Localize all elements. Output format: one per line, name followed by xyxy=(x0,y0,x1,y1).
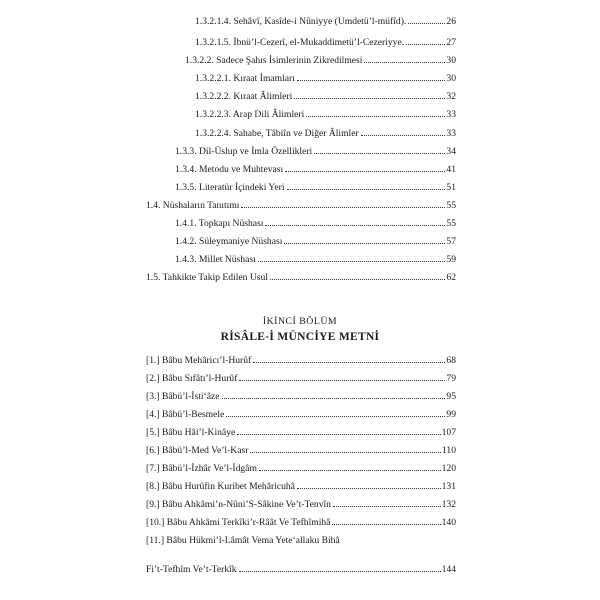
toc-entry-page: 57 xyxy=(446,236,456,247)
toc-entry-page: 30 xyxy=(446,73,456,84)
toc-entry-title: [7.] Bâbü’l-İzhâr Ve’l-İdgâm xyxy=(146,463,257,474)
toc-entry-page: 33 xyxy=(446,128,456,139)
dot-leader xyxy=(237,433,440,435)
toc-entry-title: 1.4.1. Topkapı Nüshası xyxy=(175,218,264,229)
toc-entry[interactable] xyxy=(175,182,456,194)
toc-entry-title: [4.] Bâbü’l-Besmele xyxy=(146,409,225,420)
dot-leader xyxy=(241,206,445,208)
dot-leader xyxy=(408,22,445,24)
toc-entry-page: 120 xyxy=(441,463,456,474)
toc-entry[interactable] xyxy=(175,218,456,230)
toc-entry[interactable] xyxy=(146,200,456,212)
dot-leader xyxy=(332,523,440,525)
toc-entry[interactable] xyxy=(146,564,456,576)
toc-entry-title: 1.3.4. Metodu ve Muhtevası xyxy=(175,164,284,175)
dot-leader xyxy=(285,170,445,172)
toc-entry[interactable] xyxy=(195,109,456,121)
toc-entry[interactable] xyxy=(175,236,456,248)
toc-entry-page: 62 xyxy=(446,272,456,283)
toc-entry-title: [6.] Bâbü’l-Med Ve’l-Kasr xyxy=(146,445,249,456)
dot-leader xyxy=(239,570,441,572)
toc-entry-title: 1.5. Tahkikte Takip Edilen Usul xyxy=(146,272,268,283)
toc-entry-title: [10.] Bâbu Ahkâmi Terkîki’r-Râât Ve Tefhîmihâ xyxy=(146,517,331,528)
toc-entry[interactable] xyxy=(175,146,456,158)
toc-entry-page: 32 xyxy=(446,91,456,102)
toc-entry-page: 132 xyxy=(441,499,456,510)
toc-entry-title: [2.] Bâbu Sıfâtı’l-Hurûf xyxy=(146,373,238,384)
toc-entry-title: 1.3.2.2. Sadece Şahıs İsimlerinin Zikredilmesi xyxy=(185,55,363,66)
toc-entry-title: 1.3.2.2.1. Kıraat İmamları xyxy=(195,73,295,84)
toc-entry-title: 1.3.2.2.3. Arap Dili Âlimleri xyxy=(195,109,305,120)
toc-entry[interactable] xyxy=(146,463,456,475)
toc-entry-page: 99 xyxy=(446,409,456,420)
toc-entry-page: 30 xyxy=(446,55,456,66)
toc-entry[interactable] xyxy=(146,373,456,385)
toc-entry-title: [5.] Bâbu Hâi’l-Kinâye xyxy=(146,427,236,438)
toc-entry-page: 68 xyxy=(446,355,456,366)
toc-entry-page: 140 xyxy=(441,517,456,528)
dot-leader xyxy=(259,469,441,471)
toc-entry-title: [1.] Bâbu Mehâricı’l-Hurûf xyxy=(146,355,252,366)
toc-entry-title: 1.4.2. Süleymaniye Nüshası xyxy=(175,236,283,247)
toc-entry[interactable] xyxy=(175,254,456,266)
toc-entry[interactable] xyxy=(195,16,456,28)
dot-leader xyxy=(250,451,441,453)
toc-entry-page: 95 xyxy=(446,391,456,402)
toc-entry-page: 55 xyxy=(446,218,456,229)
toc-entry[interactable] xyxy=(195,73,456,85)
dot-leader xyxy=(222,397,446,399)
toc-entry-page: 107 xyxy=(441,427,456,438)
section-label: İKİNCİ BÖLÜM xyxy=(262,316,338,327)
toc-entry[interactable] xyxy=(146,481,456,493)
toc-entry[interactable] xyxy=(195,91,456,103)
dot-leader xyxy=(253,361,445,363)
toc-entry-title: 1.4. Nüshaların Tanıtımı xyxy=(146,200,240,211)
dot-leader xyxy=(265,224,445,226)
toc-entry-title: 1.3.5. Literatür İçindeki Yeri xyxy=(175,182,285,193)
toc-entry-page: 144 xyxy=(441,564,456,575)
toc-entry-page: 34 xyxy=(446,146,456,157)
toc-entry-page: 41 xyxy=(446,164,456,175)
toc-entry[interactable] xyxy=(146,409,456,421)
toc-entry[interactable] xyxy=(146,391,456,403)
toc-entry-page: 55 xyxy=(446,200,456,211)
dot-leader xyxy=(287,188,446,190)
dot-leader xyxy=(226,415,445,417)
toc-entry-page: 27 xyxy=(446,37,456,48)
toc-entry-page: 59 xyxy=(446,254,456,265)
toc-entry[interactable] xyxy=(146,427,456,439)
dot-leader xyxy=(239,379,445,381)
dot-leader xyxy=(297,79,446,81)
toc-entry-title: [8.] Bâbu Hurûfin Kuribet Mehâricuhâ xyxy=(146,481,295,492)
dot-leader xyxy=(297,487,441,489)
toc-entry-title: [3.] Bâbü’l-İsti‘âze xyxy=(146,391,220,402)
toc-entry-title: 1.3.3. Dil-Üslup ve İmla Özellikleri xyxy=(175,146,313,157)
dot-leader xyxy=(258,260,446,262)
toc-entry-title-line2: Fi’t-Tefhîm Ve’t-Terkîk xyxy=(146,564,237,575)
dot-leader xyxy=(361,134,446,136)
toc-entry-title: 1.3.2.1.5. İbnü’l-Cezerî, el-Mukaddimetü’l-Cezeriyye. xyxy=(195,37,405,48)
toc-entry-title-line1[interactable]: [11.] Bâbu Hükmi’l-Lâmât Vema Yete‘allaku Bihâ xyxy=(146,535,340,546)
toc-entry[interactable] xyxy=(195,37,456,49)
toc-entry-page: 51 xyxy=(446,182,456,193)
dot-leader xyxy=(284,242,445,244)
toc-entry-page: 131 xyxy=(441,481,456,492)
dot-leader xyxy=(314,152,445,154)
toc-entry-title: [9.] Bâbu Ahkâmi’n-Nûni’S-Sâkine Ve’t-Tenvîn xyxy=(146,499,331,510)
toc-entry[interactable] xyxy=(146,272,456,284)
dot-leader xyxy=(270,278,445,280)
dot-leader xyxy=(294,97,445,99)
dot-leader xyxy=(364,61,445,63)
toc-entry-page: 110 xyxy=(441,445,456,456)
section-title: RİSÂLE-İ MÜNCİYE METNİ xyxy=(220,331,380,343)
toc-entry[interactable] xyxy=(185,55,456,67)
toc-entry[interactable] xyxy=(195,128,456,140)
dot-leader xyxy=(306,115,445,117)
dot-leader xyxy=(333,505,441,507)
toc-entry-page: 26 xyxy=(446,16,456,27)
toc-entry-title: 1.4.3. Millet Nüshası xyxy=(175,254,256,265)
toc-entry[interactable] xyxy=(175,164,456,176)
toc-entry[interactable] xyxy=(146,445,456,457)
toc-entry-title: 1.3.2.2.2. Kıraat Âlimleri xyxy=(195,91,293,102)
dot-leader xyxy=(406,43,445,45)
toc-entry-page: 33 xyxy=(446,109,456,120)
toc-entry[interactable] xyxy=(146,355,456,367)
toc-entry-title: 1.3.2.2.4. Sahabe, Tâbiîn ve Diğer Âlimler xyxy=(195,128,359,139)
toc-entry[interactable] xyxy=(146,499,456,511)
toc-entry[interactable] xyxy=(146,517,456,529)
toc-entry-title: 1.3.2.1.4. Sehâvî, Kasîde-i Nûniyye (Umdetü’l-müfîd). xyxy=(195,16,407,27)
toc-entry-page: 79 xyxy=(446,373,456,384)
